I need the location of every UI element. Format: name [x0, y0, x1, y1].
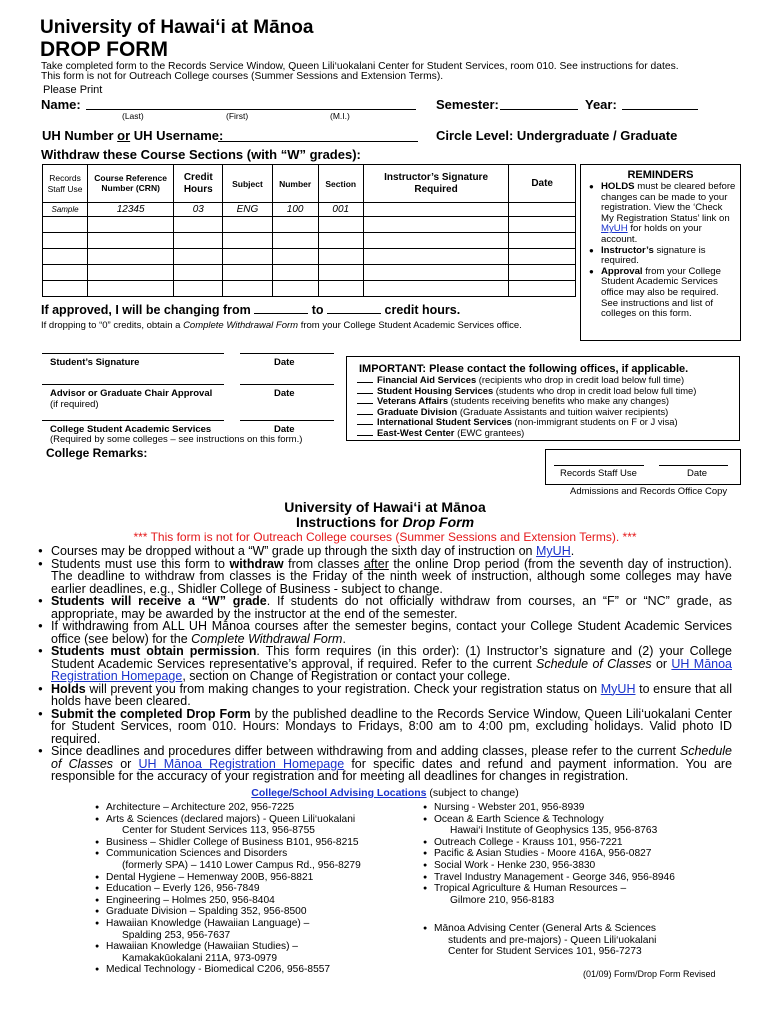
year-label: Year:: [585, 97, 617, 112]
sample-subject: ENG: [223, 203, 272, 217]
credit-change-line: If approved, I will be changing from to credit hours.: [41, 303, 461, 317]
advisor-date-label: Date: [274, 388, 295, 399]
sample-credit: 03: [174, 203, 223, 217]
college-date-label: Date: [274, 424, 295, 435]
college-signature-line[interactable]: [42, 420, 224, 421]
mi-caption: (M.I.): [330, 111, 350, 121]
semester-field[interactable]: [500, 109, 578, 110]
table-row: [43, 233, 576, 249]
checkbox-blank[interactable]: [357, 403, 373, 404]
if-required-label: (if required): [50, 399, 99, 410]
instruction-item: ● Courses may be dropped without a “W” grade up through the sixth day of instruction on MyUH.: [38, 545, 732, 558]
instruction-item: ● Since deadlines and procedures differ between withdrawing from and adding classes, please refer to the current Schedule of Classes or UH Mānoa Registration Homepage for specific dates and refund and payment information. You are responsible for the accuracy of your registration and for meeting all deadlines for changes in registration.: [38, 745, 732, 783]
college-remarks-label: College Remarks:: [46, 446, 148, 460]
locations-left-list: [94, 802, 420, 976]
myuh-link[interactable]: MyUH: [536, 544, 571, 558]
location-item: ● Education – Everly 126, 956-7849: [94, 883, 420, 895]
college-date-line[interactable]: [240, 420, 334, 421]
instruction-item: ● Holds will prevent you from making changes to your registration. Check your registration status on MyUH to ensure that all holds have been cleared.: [38, 683, 732, 708]
location-item: ● Graduate Division – Spalding 352, 956-8500: [94, 906, 420, 918]
outreach-warning: *** This form is not for Outreach College courses (Summer Sessions and Extension Terms). ***: [133, 530, 637, 544]
uh-number-field[interactable]: [218, 141, 418, 142]
location-item-cont: (formerly SPA) – 1410 Lower Campus Rd., 956-8279: [122, 859, 361, 871]
to-credit-field[interactable]: [327, 313, 381, 314]
reminder-instructor: ● Instructor’s signature is required.: [589, 246, 736, 267]
checkbox-blank[interactable]: [357, 382, 373, 383]
circle-level[interactable]: Circle Level: Undergraduate / Graduate: [436, 128, 678, 143]
location-item: ● Social Work - Henke 230, 956-3830: [422, 860, 742, 872]
table-row: [43, 281, 576, 297]
advisor-signature-line[interactable]: [42, 384, 224, 385]
name-field[interactable]: [86, 109, 416, 110]
reminders-title: REMINDERS: [627, 169, 694, 181]
instruction-item: ● If withdrawing from ALL UH Mānoa courses after the semester begins, contact your College Student Academic Services office (see below) for the Complete Withdrawal Form.: [38, 620, 732, 645]
student-signature-label: Student’s Signature: [50, 357, 140, 368]
student-date-label: Date: [274, 357, 295, 368]
checkbox-blank[interactable]: [357, 424, 373, 425]
location-item: ● Hawaiian Knowledge (Hawaiian Studies) –: [94, 941, 420, 953]
header-crn: Course Reference Number (CRN): [88, 165, 174, 203]
first-caption: (First): [226, 111, 249, 121]
checkbox-blank[interactable]: [357, 435, 373, 436]
from-credit-field[interactable]: [254, 313, 308, 314]
records-staff-box: [545, 449, 741, 485]
reminder-approval: ● Approval from your College Student Academic Services office may also be required. See instructions and list of colleges on this form.: [589, 267, 736, 320]
location-item: ● Outreach College - Krauss 101, 956-7221: [422, 837, 742, 849]
header-records-staff: Records Staff Use: [43, 165, 88, 203]
advisor-label: Advisor or Graduate Chair Approval: [50, 388, 213, 399]
advising-locations-link[interactable]: College/School Advising Locations: [251, 787, 427, 799]
location-item: ● Communication Sciences and Disorders: [94, 848, 420, 860]
location-item: ● Ocean & Earth Science & Technology: [422, 814, 742, 826]
manoa-advising-center: ● Mānoa Advising Center (General Arts & Sciences students and pre-majors) - Queen Lili‘uokalani Center for Student Services 101, 956-7273: [422, 923, 742, 958]
location-item: ● Architecture – Architecture 202, 956-7225: [94, 802, 420, 814]
location-item: ● Medical Technology - Biomedical C206, 956-8557: [94, 964, 420, 976]
zero-credit-note: If dropping to “0” credits, obtain a Complete Withdrawal Form from your College Student Academic Services office.: [41, 320, 522, 331]
reminder-holds: ● HOLDS must be cleared before changes can be made to your registration. View the ‘Check My Registration Status’ link on MyUH for holds on your account.: [589, 182, 736, 246]
sample-crn: 12345: [88, 203, 174, 217]
location-item: ● Dental Hygiene – Hemenway 200B, 956-8821: [94, 872, 420, 884]
advisor-date-line[interactable]: [240, 384, 334, 385]
header-credit-hours: Credit Hours: [174, 165, 223, 203]
last-caption: (Last): [122, 111, 144, 121]
sample-label: Sample: [43, 203, 88, 217]
registration-homepage-link[interactable]: UH Mānoa Registration Homepage: [51, 656, 732, 683]
instruction-item: ● Students must use this form to withdraw from classes after the online Drop period (from the seventh day of instruction). The deadline to withdraw from classes is the Friday of the ninth week of instruction, although some colleges may have earlier deadlines, e.g., Shidler College of Business - subject to change.: [38, 558, 732, 596]
important-item: Veterans Affairs (students receiving benefits who make any changes): [357, 396, 739, 407]
records-date-line[interactable]: [659, 465, 728, 466]
student-signature-line[interactable]: [42, 353, 224, 354]
myuh-link[interactable]: MyUH: [601, 223, 628, 235]
location-item-cont: Gilmore 210, 956-8183: [450, 894, 555, 906]
please-print: Please Print: [43, 84, 103, 96]
important-box: [346, 356, 740, 441]
important-item: East-West Center (EWC grantees): [357, 428, 739, 439]
college-note: (Required by some colleges – see instructions on this form.): [50, 434, 303, 445]
location-item: ● Tropical Agriculture & Human Resources –: [422, 883, 742, 895]
instructions-title-1: University of Hawai‘i at Mānoa: [284, 499, 486, 515]
locations-right-list: [422, 802, 742, 906]
location-item-cont: Kamakakūokalani 211A, 973-0979: [122, 952, 277, 964]
checkbox-blank[interactable]: [357, 414, 373, 415]
table-row: [43, 265, 576, 281]
myuh-link[interactable]: MyUH: [600, 681, 636, 696]
checkbox-blank[interactable]: [357, 393, 373, 394]
instruction-item: ● Students will receive a “W” grade. If students do not officially withdraw from courses, an “F” or “NC” grade, as appropriate, may be awarded by the instructor at the end of the semester.: [38, 595, 732, 620]
table-row: [43, 249, 576, 265]
header-section: Section: [318, 165, 363, 203]
location-item-cont: Center for Student Services 113, 956-8755: [122, 825, 315, 837]
location-item-cont: Spalding 253, 956-7637: [122, 929, 231, 941]
name-label: Name:: [41, 97, 81, 112]
sample-row: [43, 203, 576, 217]
location-item: ● Travel Industry Management - George 346, 956-8946: [422, 872, 742, 884]
records-staff-label: Records Staff Use: [560, 468, 637, 479]
location-item: ● Hawaiian Knowledge (Hawaiian Language) –: [94, 918, 420, 930]
locations-title: College/School Advising Locations (subject to change): [251, 787, 519, 799]
college-services-label: College Student Academic Services: [50, 424, 212, 435]
location-item: ● Engineering – Holmes 250, 956-8404: [94, 895, 420, 907]
sample-date-cell: [509, 203, 576, 217]
table-row: [43, 217, 576, 233]
withdraw-heading: Withdraw these Course Sections (with “W” grades):: [41, 147, 361, 162]
footer-revision: (01/09) Form/Drop Form Revised: [583, 969, 716, 979]
records-staff-line[interactable]: [554, 465, 644, 466]
semester-label: Semester:: [436, 97, 499, 112]
intro-text: Take completed form to the Records Service Window, Queen Lili‘uokalani Center for Student Services, room 010. See instructions for dates. This form is not for Outreach College courses (Summer Sessions and Extension Terms).: [41, 61, 679, 82]
important-list: [347, 375, 739, 439]
records-date-label: Date: [687, 468, 708, 479]
course-table: [42, 164, 576, 297]
header-subject: Subject: [223, 165, 272, 203]
important-title: IMPORTANT: Please contact the following offices, if applicable.: [359, 363, 689, 375]
registration-homepage-link[interactable]: UH Mānoa Registration Homepage: [138, 756, 345, 771]
important-item: Graduate Division (Graduate Assistants and tuition waiver recipients): [357, 407, 739, 418]
important-item: Student Housing Services (students who drop in credit load below full time): [357, 386, 739, 397]
reminders-box: [580, 164, 741, 341]
location-item: ● Arts & Sciences (declared majors) - Queen Lili‘uokalani: [94, 814, 420, 826]
instruction-item: ● Submit the completed Drop Form by the published deadline to the Records Service Window, Queen Lili‘uokalani Center for Student Services, room 010. Hours: Mondays to Fridays, 8:00 am to 4:00 pm, excluding holidays. Valid photo ID required.: [38, 708, 732, 746]
location-item: ● Business – Shidler College of Business B101, 956-8215: [94, 837, 420, 849]
student-date-line[interactable]: [240, 353, 334, 354]
header-number: Number: [272, 165, 318, 203]
header-date: Date: [509, 165, 576, 203]
sample-number: 100: [272, 203, 318, 217]
location-item-cont: Hawai‘i Institute of Geophysics 135, 956-8763: [450, 825, 658, 837]
reminders-list: [581, 181, 740, 320]
university-title: University of Hawai‘i at Mānoa: [40, 17, 314, 38]
year-field[interactable]: [622, 109, 698, 110]
form-title: DROP FORM: [40, 38, 168, 61]
instruction-item: ● Students must obtain permission. This form requires (in this order): (1) Instructor’s signature and (2) your College Student Academic Services representative’s approval, if required. Refer to the current Schedule of Classes or UH Mānoa Registration Homepage, section on Change of Registration or contact your college.: [38, 645, 732, 683]
instructions-title-2: Instructions for Drop Form: [295, 514, 475, 530]
location-item: ● Pacific & Asian Studies - Moore 416A, 956-0827: [422, 848, 742, 860]
instructions-list: [38, 545, 732, 783]
sample-signature-cell: [363, 203, 509, 217]
header-instructor-signature: Instructor’s Signature Required: [363, 165, 509, 203]
important-item: Financial Aid Services (recipients who drop in credit load below full time): [357, 375, 739, 386]
uh-number-label: UH Number or UH Username:: [42, 128, 224, 143]
location-item: ● Nursing - Webster 201, 956-8939: [422, 802, 742, 814]
important-item: International Student Services (non-immigrant students on F or J visa): [357, 417, 739, 428]
sample-section: 001: [318, 203, 363, 217]
office-copy-label: Admissions and Records Office Copy: [570, 486, 728, 497]
